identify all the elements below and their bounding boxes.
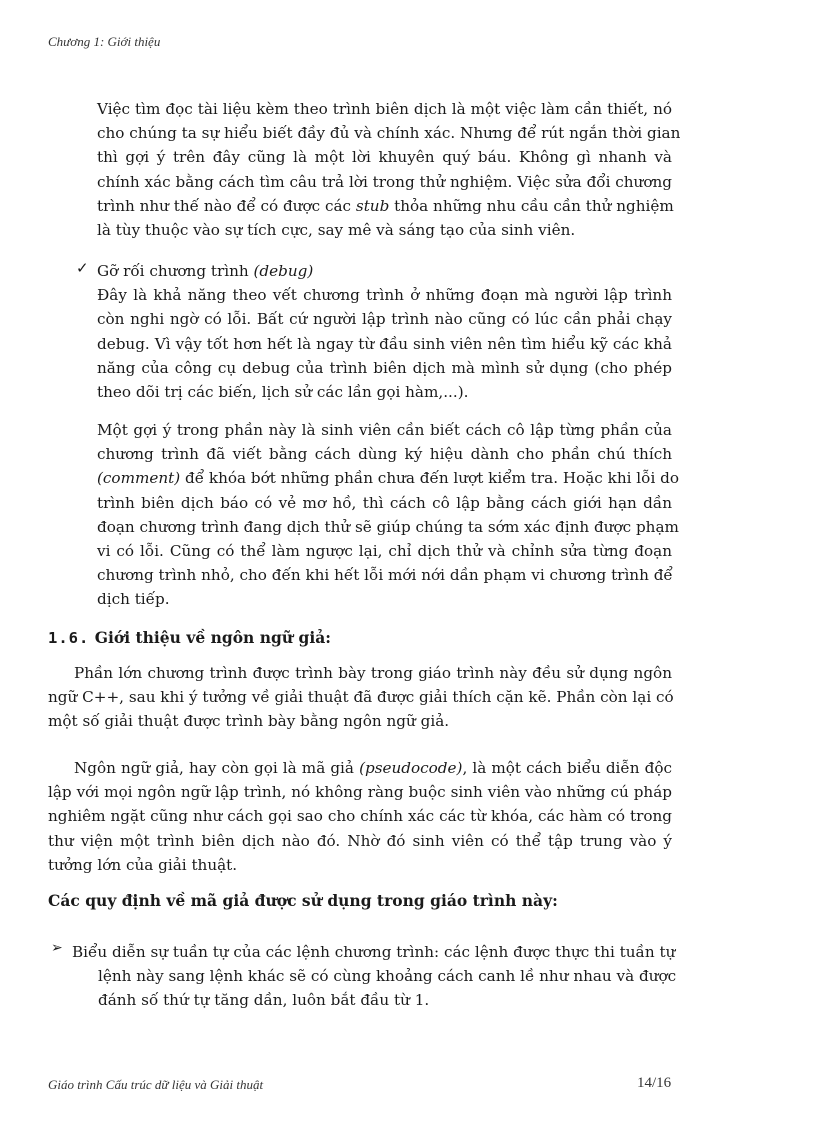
paragraph-pseudocode	[48, 756, 672, 877]
text-line: đoạn chương trình đang dịch thử sẽ giúp chúng ta sớm xác định được phạm	[97, 517, 679, 536]
bullet-sequence	[72, 940, 677, 1013]
text-line: là tùy thuộc vào sự tích cực, say mê và sáng tạo của sinh viên.	[97, 221, 576, 240]
arrow-bullet-icon: ➢	[51, 940, 63, 956]
section-heading	[48, 628, 331, 647]
text-line: trình như thế nào để có được các stub thỏa những nhu cầu cần thử nghiệm	[97, 196, 674, 215]
text-line: nghiêm ngặt cũng như cách gọi sao cho chính xác các từ khóa, các hàm có trong	[48, 807, 672, 826]
text-fragment: Ngôn ngữ giả, hay còn gọi là mã giả	[74, 759, 360, 777]
paragraph-intro	[48, 661, 672, 734]
bullet-title	[97, 259, 672, 283]
running-header: Chương 1: Giới thiệu	[48, 34, 161, 49]
checkmark-bullet-icon: ✓	[76, 259, 89, 277]
text-line: Một gợi ý trong phần này là sinh viên cần biết cách cô lập từng phần của	[97, 421, 672, 439]
text-line: Việc tìm đọc tài liệu kèm theo trình biên dịch là một việc làm cần thiết, nó	[97, 100, 672, 118]
text-line: chương trình đã viết bằng cách dùng ký hiệu dành cho phần chú thích	[97, 445, 672, 464]
text-line: cho chúng ta sự hiểu biết đầy đủ và chính xác. Nhưng để rút ngắn thời gian	[97, 124, 681, 143]
text-fragment: để khóa bớt những phần chưa đến lượt kiểm tra. Hoặc khi lỗi do	[180, 469, 680, 488]
text-line: ngữ C++, sau khi ý tưởng về giải thuật đã được giải thích cặn kẽ. Phần còn lại có	[48, 688, 674, 707]
term-pseudocode: (pseudocode)	[359, 759, 463, 777]
text-line	[97, 466, 680, 490]
text-line: vi có lỗi. Cũng có thể làm ngược lại, chỉ dịch thử và chỉnh sửa từng đoạn	[97, 542, 672, 561]
text-line: lệnh này sang lệnh khác sẽ có cùng khoảng cách canh lề như nhau và được	[98, 967, 677, 986]
text-line: dịch tiếp.	[97, 590, 170, 609]
page-number: 14/16	[637, 1075, 672, 1091]
text-line: còn nghi ngờ có lỗi. Bất cứ người lập trình nào cũng có lúc cần phải chạy	[97, 310, 672, 329]
paragraph-isolate	[97, 418, 680, 612]
paragraph-stub	[97, 97, 681, 242]
text-fragment: , là một cách biểu diễn độc	[462, 759, 672, 777]
section-number: 1.6.	[48, 629, 90, 647]
text-line	[48, 756, 672, 780]
text-line: một số giải thuật được trình bày bằng ngôn ngữ giả.	[48, 712, 450, 731]
text-line: trình biên dịch báo có vẻ mơ hồ, thì cách cô lập bằng cách giới hạn dần	[97, 493, 672, 512]
footer-book-title: Giáo trình Cấu trúc dữ liệu và Giải thuật	[48, 1077, 264, 1092]
text-line: năng của công cụ debug của trình biên dịch mà mình sử dụng (cho phép	[97, 358, 672, 377]
subheading: Các quy định về mã giả được sử dụng trong giáo trình này:	[48, 891, 558, 910]
bullet-title-text: Gỡ rối chương trình	[97, 262, 249, 280]
text-line: thư viện một trình biên dịch nào đó. Nhờ đó sinh viên có thể tập trung vào ý	[48, 831, 672, 850]
text-line: theo dõi trị các biến, lịch sử các lần gọi hàm,...).	[97, 383, 469, 402]
bullet-debug	[97, 259, 672, 404]
text-line: Phần lớn chương trình được trình bày trong giáo trình này đều sử dụng ngôn	[74, 664, 672, 682]
text-line: chính xác bằng cách tìm câu trả lời trong thử nghiệm. Việc sửa đổi chương	[97, 172, 672, 191]
section-title: Giới thiệu về ngôn ngữ giả:	[94, 628, 331, 647]
text-line: thì gợi ý trên đây cũng là một lời khuyên quý báu. Không gì nhanh và	[97, 148, 672, 167]
term-comment: (comment)	[97, 469, 181, 488]
text-line: Đây là khả năng theo vết chương trình ở những đoạn mà người lập trình	[97, 286, 672, 305]
text-line: tưởng lớn của giải thuật.	[48, 855, 238, 874]
term-stub: stub	[355, 196, 390, 215]
text-line: đánh số thứ tự tăng dần, luôn bắt đầu từ 1.	[98, 991, 430, 1010]
text-line: lập với mọi ngôn ngữ lập trình, nó không ràng buộc sinh viên vào những cú pháp	[48, 783, 672, 802]
bullet-title-term: (debug)	[253, 262, 314, 280]
text-line: chương trình nhỏ, cho đến khi hết lỗi mới nới dần phạm vi chương trình để	[97, 566, 673, 585]
text-line: debug. Vì vậy tốt hơn hết là ngay từ đầu sinh viên nên tìm hiểu kỹ các khả	[97, 334, 672, 353]
text-line: Biểu diễn sự tuần tự của các lệnh chương trình: các lệnh được thực thi tuần tự	[72, 943, 676, 961]
